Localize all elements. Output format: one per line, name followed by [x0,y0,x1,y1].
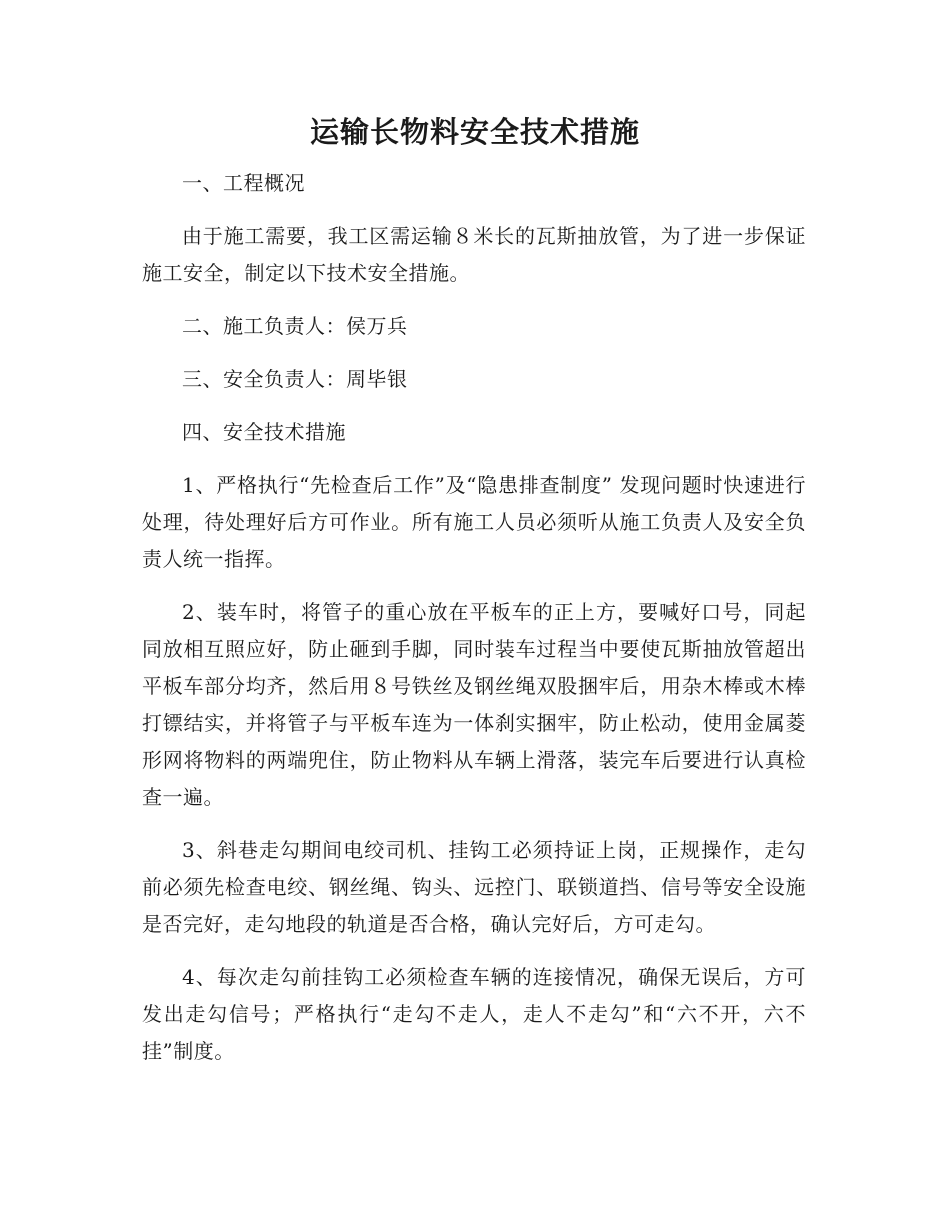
measure-item-4: 4、每次走勾前挂钩工必须检查车辆的连接情况，确保无误后，方可发出走勾信号；严格执行“走勾不走人，走人不走勾”和“六不开，六不挂”制度。 [142,965,806,1063]
section-heading-safety-lead: 三、安全负责人：周毕银 [182,367,408,391]
measure-item-2: 2、装车时，将管子的重心放在平板车的正上方，要喊好口号，同起同放相互照应好，防止砸到手脚，同时装车过程当中要使瓦斯抽放管超出平板车部分均齐，然后用８号铁丝及钢丝绳双股捆牢后，用杂木棒或木棒打镖结实，并将管子与平板车连为一体刹实捆牢，防止松动，使用金属菱形网将物料的两端兜住，防止物料从车辆上滑落，装完车后要进行认真检查一遍。 [142,600,806,809]
measure-item-3: 3、斜巷走勾期间电绞司机、挂钩工必须持证上岗，正规操作，走勾前必须先检查电绞、钢丝绳、钩头、远控门、联锁道挡、信号等安全设施是否完好，走勾地段的轨道是否合格，确认完好后，方可走勾。 [142,838,806,936]
section-heading-construction-lead: 二、施工负责人：侯万兵 [182,314,408,338]
document-title: 运输长物料安全技术措施 [309,115,640,149]
section-heading-safety-measures: 四、安全技术措施 [182,420,346,444]
paragraph-overview: 由于施工需要，我工区需运输８米长的瓦斯抽放管，为了进一步保证施工安全，制定以下技术安全措施。 [142,224,806,285]
section-heading-project-overview: 一、工程概况 [182,171,305,195]
measure-item-1: 1、严格执行“先检查后工作”及“隐患排查制度” 发现问题时快速进行处理，待处理好后方可作业。所有施工人员必须听从施工负责人及安全负责人统一指挥。 [142,473,806,571]
document-body [142,165,806,1086]
